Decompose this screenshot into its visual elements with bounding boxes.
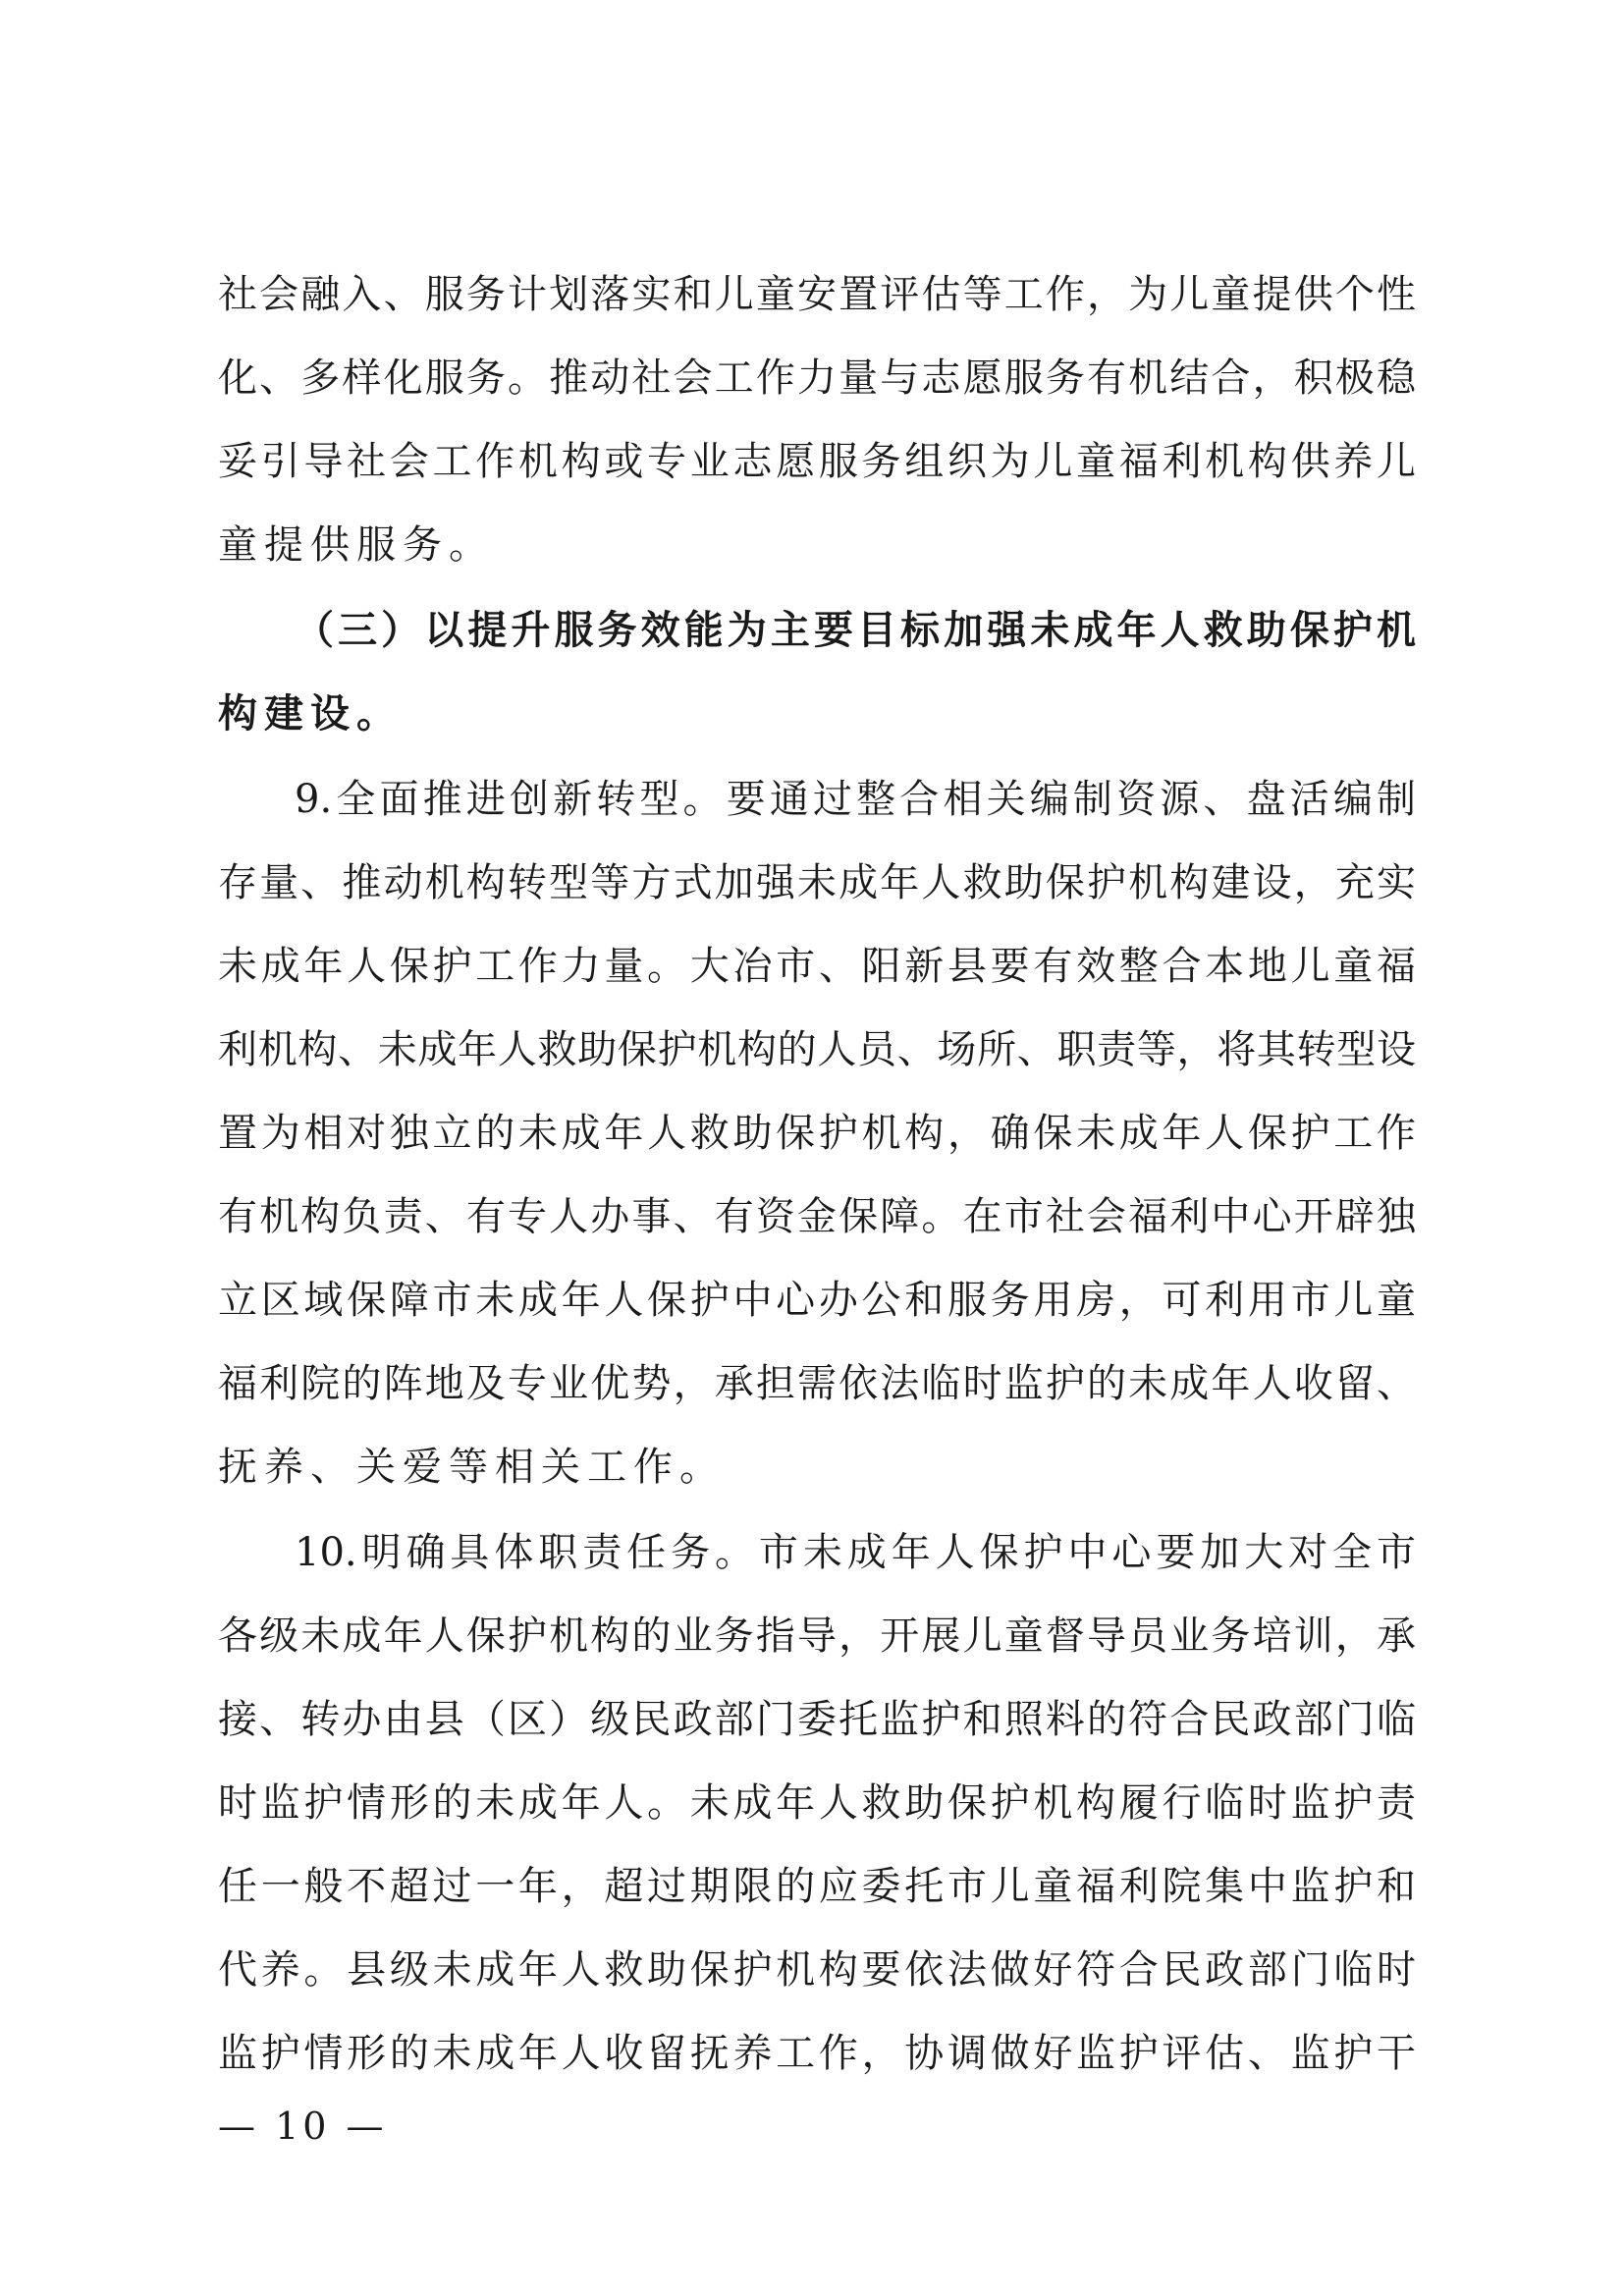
item-10-line: 各级未成年人保护机构的业务指导，开展儿童督导员业务培训，承 — [218, 1613, 1416, 1659]
text-line: 化、多样化服务。推动社会工作力量与志愿服务有机结合，积极稳 — [218, 355, 1416, 401]
page-number: — 10 — — [218, 2105, 388, 2148]
section-heading: 构建设。 — [218, 690, 403, 737]
item-10-line: 任一般不超过一年，超过期限的应委托市儿童福利院集中监护和 — [218, 1864, 1416, 1909]
item-9-line: 存量、推动机构转型等方式加强未成年人救助保护机构建设，充实 — [218, 860, 1416, 905]
section-heading: （三）以提升服务效能为主要目标加强未成年人救助保护机 — [295, 607, 1416, 653]
item-9-line: 未成年人保护工作力量。大冶市、阳新县要有效整合本地儿童福 — [218, 944, 1416, 989]
text-line: 社会融入、服务计划落实和儿童安置评估等工作，为儿童提供个性 — [218, 272, 1416, 317]
item-9-line: 抚养、关爱等相关工作。 — [218, 1445, 726, 1490]
item-9-line: 置为相对独立的未成年人救助保护机构，确保未成年人保护工作 — [218, 1111, 1416, 1156]
item-9-line: 有机构负责、有专人办事、有资金保障。在市社会福利中心开辟独 — [218, 1194, 1416, 1239]
item-9-line: 9.全面推进创新转型。要通过整合相关编制资源、盘活编制 — [295, 777, 1416, 822]
item-9-line: 福利院的阵地及专业优势，承担需依法临时监护的未成年人收留、 — [218, 1361, 1416, 1406]
item-10-line: 时监护情形的未成年人。未成年人救助保护机构履行临时监护责 — [218, 1780, 1416, 1826]
text-line: 童提供服务。 — [218, 522, 495, 568]
item-9-line: 立区域保障市未成年人保护中心办公和服务用房，可利用市儿童 — [218, 1278, 1416, 1323]
item-10-line: 10.明确具体职责任务。市未成年人保护中心要加大对全市 — [295, 1530, 1416, 1575]
item-10-line: 代养。县级未成年人救助保护机构要依法做好符合民政部门临时 — [218, 1947, 1416, 1993]
item-10-line: 监护情形的未成年人收留抚养工作，协调做好监护评估、监护干 — [218, 2031, 1416, 2076]
text-line: 妥引导社会工作机构或专业志愿服务组织为儿童福利机构供养儿 — [218, 439, 1416, 484]
item-9-line: 利机构、未成年人救助保护机构的人员、场所、职责等，将其转型设 — [218, 1027, 1416, 1072]
item-10-line: 接、转办由县（区）级民政部门委托监护和照料的符合民政部门临 — [218, 1697, 1416, 1742]
